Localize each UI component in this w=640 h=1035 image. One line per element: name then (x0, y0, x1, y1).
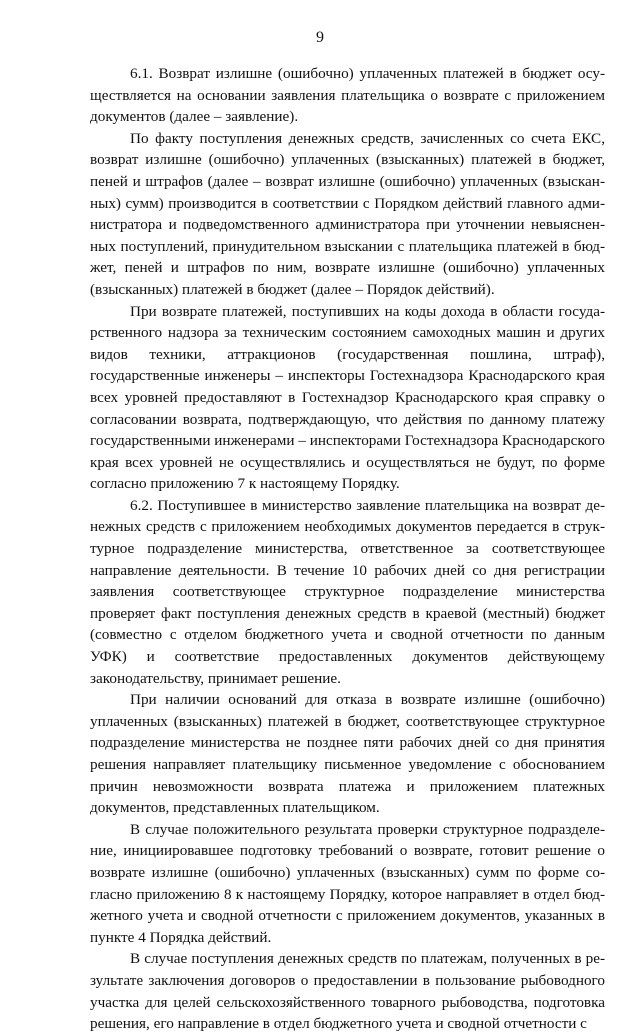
paragraph-refusal-grounds: При наличии оснований для отказа в возврате излишне (ошибочно) уплаченных (взысканных) платежей в бюджет, соответствующее структурное подразделение министерства не позднее пяти рабочих дней со дня принятия решения направляет плательщику письменное уведомление с обоснованием причин невозможности возврата платежа и приложением платежных документов, представленных плательщиком. (90, 691, 605, 817)
document-body (90, 63, 605, 1035)
paragraph-refund-procedure: По факту поступления денежных средств, зачисленных со счета ЕКС, возврат излишне (ошибочно) уплаченных (взысканных) платежей в бюджет, пеней и штрафов (далее – возврат излишне (ошибочно) уплаченных (взысканных) сумм) производится в соответствии с Порядком действий главного администратора и подведомственного администратора при уточнении невыясненных поступлений, принудительном взыскании с плательщика платежей в бюджет, пеней и штрафов по ним, возврате излишне (ошибочно) уплаченных (взысканных) платежей в бюджет (далее – Порядок действий). (90, 129, 605, 298)
paragraph-positive-result: В случае положительного результата проверки структурное подразделение, инициировавшее подготовку требований о возврате, готовит решение о возврате излишне (ошибочно) уплаченных (взысканных) сумм по форме согласно приложению 8 к настоящему Порядку, которое направляет в отдел бюджетного учета и сводной отчетности с приложением документов, указанных в пункте 4 Порядка действий. (90, 820, 605, 946)
paragraph-gostekhnadzor-refund: При возврате платежей, поступивших на коды дохода в области государственного надзора за техническим состоянием самоходных машин и других видов техники, аттракционов (государственная пошлина, штраф), государственные инженеры – инспекторы Гостехнадзора Краснодарского края всех уровней предоставляют в Гостехнадзор Краснодарского края справку о согласовании возврата, подтверждающую, что действия по данному платежу государственными инженерами – инспекторами Гостехнадзора Краснодарского края всех уровней не осуществлялись и осуществляться не будут, по форме согласно приложению 7 к настоящему Порядку. (90, 302, 605, 493)
paragraph-6-1: 6.1. Возврат излишне (ошибочно) уплаченных платежей в бюджет осуществляется на основании заявления плательщика о возврате с приложением документов (далее – заявление). (90, 65, 605, 126)
page-number: 9 (316, 29, 324, 46)
paragraph-6-2: 6.2. Поступившее в министерство заявление плательщика на возврат денежных средств с приложением необходимых документов передается в структурное подразделение министерства, ответственное за соответствующее направление деятельности. В течение 10 рабочих дней со дня регистрации заявления соответствующее структурное подразделение министерства проверяет факт поступления денежных средств в краевой (местный) бюджет (совместно с отделом бюджетного учета и сводной отчетности по данным УФК) и соответствие предоставленных документов действующему законодательству, принимает решение. (90, 496, 605, 687)
paragraph-fish-farming-payments: В случае поступления денежных средств по платежам, полученных в результате заключения договоров о предоставлении в пользование рыбоводного участка для целей сельскохозяйственного товарного рыбоводства, подготовка решения, его направление в отдел бюджетного учета и сводной отчетности с (90, 950, 605, 1033)
